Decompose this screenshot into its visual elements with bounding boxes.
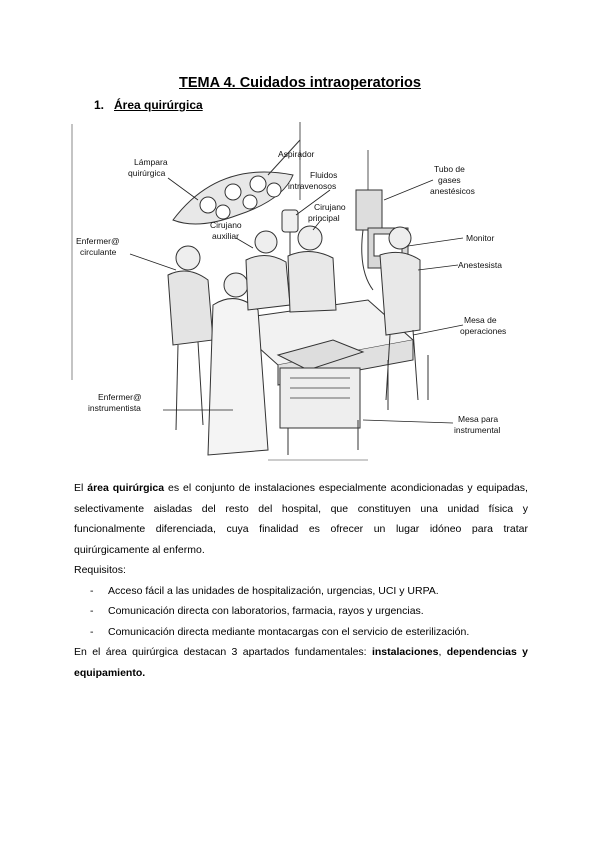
list-item: - Acceso fácil a las unidades de hospitalización, urgencias, UCI y URPA. [90, 584, 439, 597]
label-mesa-operaciones-line2: operaciones [460, 326, 507, 336]
label-aspirador-line1: Aspirador [278, 149, 315, 159]
separator-2: y [516, 646, 528, 658]
list-item: - Comunicación directa con laboratorios, farmacia, rayos y urgencias. [90, 605, 424, 617]
term-equipamiento: equipamiento. [74, 666, 146, 679]
label-fluidos [288, 170, 340, 191]
label-mesa-instrumental-line2: instrumental [454, 425, 501, 435]
label-mesa-instrumental-line1: Mesa para [458, 414, 499, 424]
label-cirujano-principal-line2: principal [308, 213, 340, 223]
requisitos-list [74, 581, 528, 643]
section-title: Área quirúrgica [114, 98, 203, 112]
paragraph-definition-rest: es el conjunto de instalaciones especialmente acondicionadas y equipadas, selectivamente aisladas del resto del hospital, que constituyen una unidad física y funcionalmente diferenciada, cuya finalidad es ofrecer un lugar idóneo para tratar quirúrgicamente al enfermo. [74, 482, 528, 556]
label-lampara-line2: quirúrgica [128, 168, 166, 178]
label-tubo-line3: anestésicos [430, 186, 475, 196]
label-monitor [466, 233, 495, 243]
label-fluidos-line2: intravenosos [288, 181, 337, 191]
label-cirujano-principal-line1: Cirujano [314, 202, 346, 212]
paragraph-definition-start: El [74, 482, 88, 494]
separator-1: , [438, 646, 447, 658]
requisito-text: Acceso fácil a las unidades de hospitalización, urgencias, UCI y URPA. [108, 584, 439, 597]
label-mesa-instrumental [454, 414, 501, 435]
requisitos-label: Requisitos: [74, 564, 126, 576]
document-title: TEMA 4. Cuidados intraoperatorios [179, 75, 421, 91]
label-lampara [128, 157, 170, 178]
label-cirujano-principal [308, 202, 348, 223]
operating-room-illustration [68, 120, 538, 470]
paragraph-apartados [74, 642, 528, 683]
label-anestesista [458, 260, 502, 270]
section-heading [94, 98, 203, 112]
label-mesa-operaciones [460, 315, 506, 336]
term-dependencias: dependencias [446, 646, 517, 658]
requisito-text: Comunicación directa con laboratorios, farmacia, rayos y urgencias. [108, 605, 424, 617]
body-text [74, 478, 528, 683]
label-mesa-operaciones-line1: Mesa de [464, 315, 497, 325]
paragraph-apartados-start: En el área quirúrgica destacan 3 apartados fundamentales: [74, 646, 372, 658]
section-number: 1. [94, 98, 105, 112]
requisito-text: Comunicación directa mediante montacargas con el servicio de esterilización. [108, 625, 470, 638]
label-lampara-line1: Lámpara [134, 157, 168, 167]
paragraph-definition [74, 478, 528, 560]
label-enfermero-instrumentista [88, 392, 144, 413]
label-tubo-line2: gases [438, 175, 461, 185]
label-enfermero-instrumentista-line1: Enfermer@ [98, 392, 142, 402]
label-enfermero-circulante-line2: circulante [80, 247, 117, 257]
list-item: - Comunicación directa mediante montacargas con el servicio de esterilización. [90, 625, 470, 638]
label-monitor-line1: Monitor [466, 233, 495, 243]
label-aspirador [278, 149, 315, 159]
term-instalaciones: instalaciones [371, 646, 439, 658]
label-cirujano-auxiliar-line2: auxiliar [212, 231, 239, 241]
label-cirujano-auxiliar [210, 220, 244, 241]
label-enfermero-circulante-line1: Enfermer@ [76, 236, 120, 246]
label-fluidos-line1: Fluidos [310, 170, 338, 180]
label-tubo [430, 164, 475, 196]
label-cirujano-auxiliar-line1: Cirujano [210, 220, 242, 230]
label-enfermero-circulante [76, 236, 122, 257]
label-enfermero-instrumentista-line2: instrumentista [88, 403, 141, 413]
term-area-quirurgica: área quirúrgica [87, 482, 165, 494]
label-anestesista-line1: Anestesista [458, 260, 502, 270]
label-tubo-line1: Tubo de [434, 164, 465, 174]
